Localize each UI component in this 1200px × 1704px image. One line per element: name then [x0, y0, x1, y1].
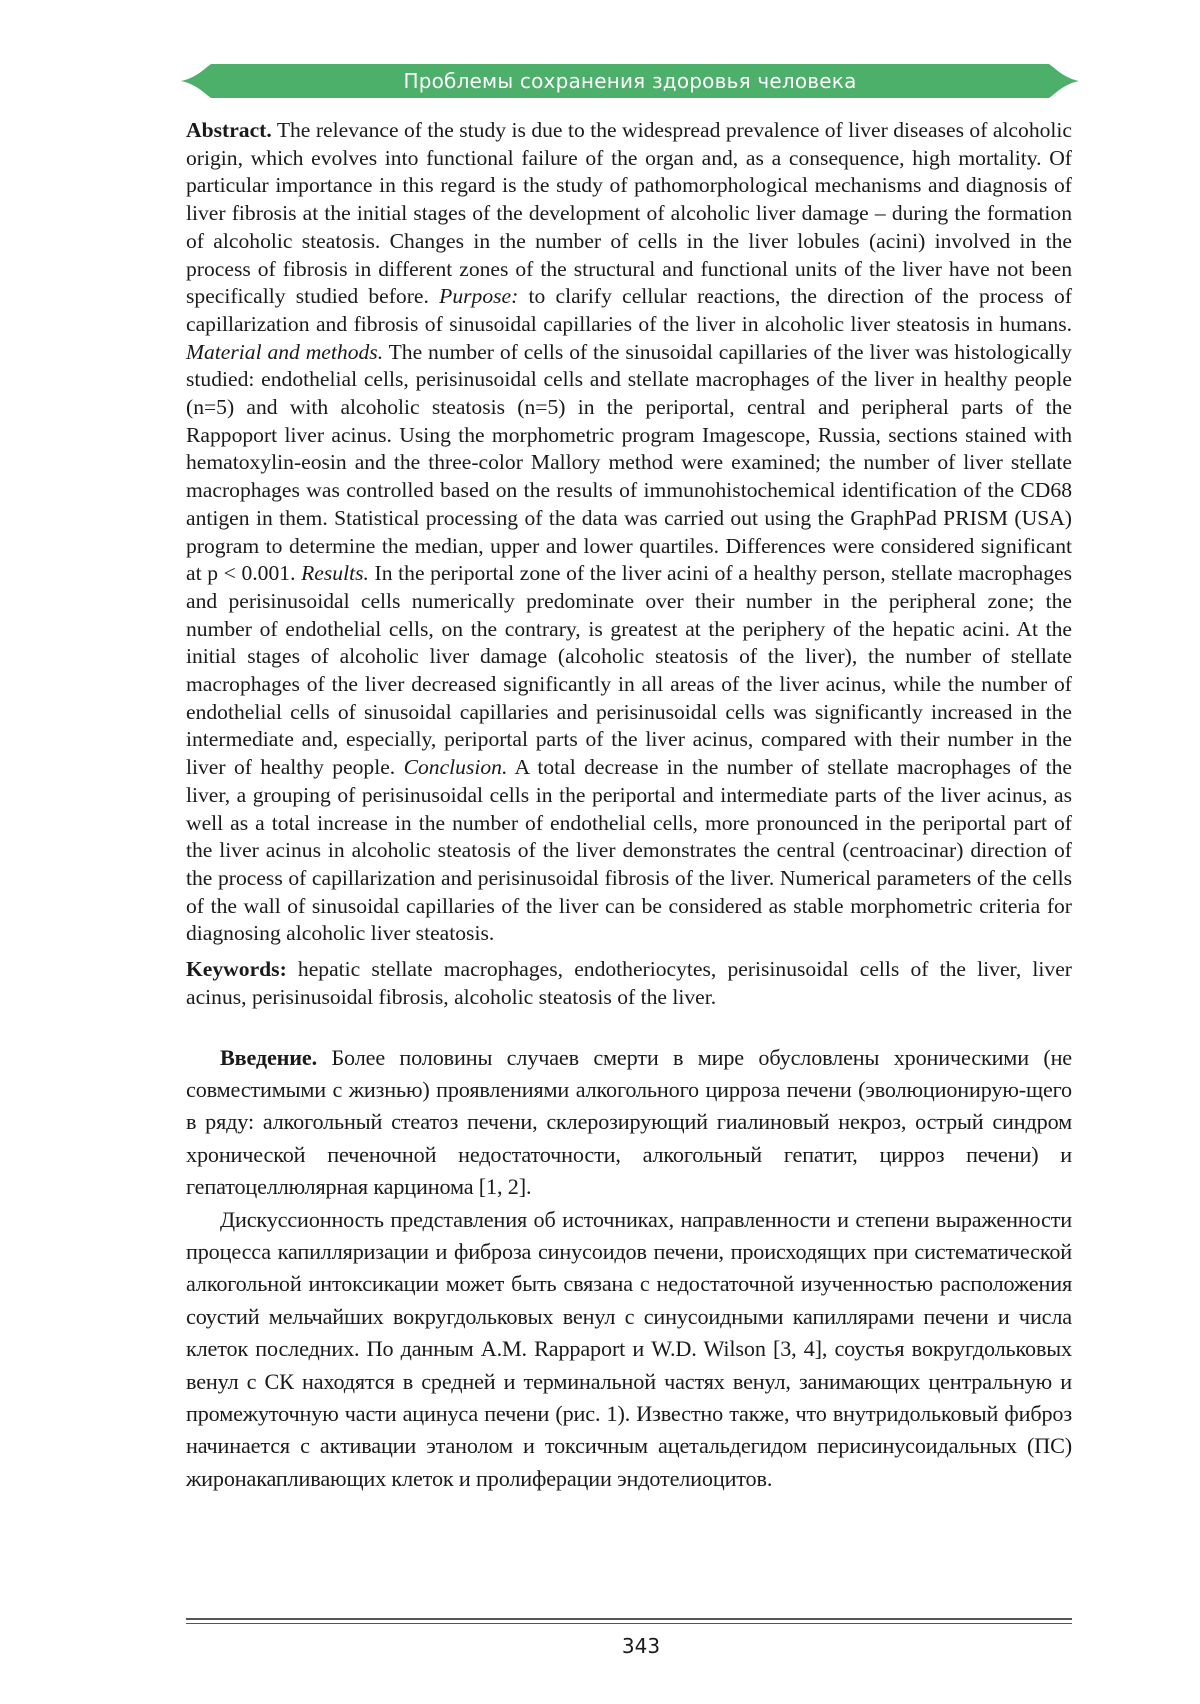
running-header-title: Проблемы сохранения здоровья человека	[403, 69, 857, 93]
abstract-text-2: to clarify cellular reactions, the direction of the process of capillarization and fibrosis of sinusoidal capillaries of the liver in alcoholic liver steatosis in humans.	[186, 284, 1073, 336]
methods-label: Material and methods.	[186, 339, 384, 364]
intro-paragraph-2: Дискуссионность представления об источниках, направленности и степени выраженности процесса капилляризации и фиброза синусоидов печени, происходящих при систематической алкогольной интоксикации может быть связана с недостаточной изученностью расположения соустий мельчайших вокругдольковых венул с синусоидными капиллярами печени и числа клеток последних. По данным A.M. Rappaport и W.D. Wilson [3, 4], соустья вокругдольковых венул с СК находятся в средней и терминальной частях венул, занимающих центральную и промежуточную части ацинуса печени (рис. 1). Известно также, что внутридольковый фиброз начинается с активации этанолом и токсичным ацетальдегидом перисинусоидальных (ПС) жиронакапливающих клеток и пролиферации эндотелиоцитов.	[186, 1206, 1072, 1491]
page-content	[186, 117, 1072, 1495]
abstract-text-4: In the periportal zone of the liver acini of a healthy person, stellate macrophages and perisinusoidal cells numerically predominate over their number in the peripheral zone; the number of endothelial cells, on the contrary, is greatest at the periphery of the hepatic acini. At the initial stages of alcoholic liver damage (alcoholic steatosis of the liver), the number of stellate macrophages of the liver decreased significantly in all areas of the liver acinus, while the number of endothelial cells of sinusoidal capillaries and perisinusoidal cells was significantly increased in the intermediate and, especially, periportal parts of the liver acinus, compared with their number in the liver of healthy people.	[186, 561, 1072, 780]
purpose-label: Purpose:	[439, 284, 519, 309]
results-label: Results.	[301, 561, 369, 586]
abstract-text-5: A total decrease in the number of stellate macrophages of the liver, a grouping of perisinusoidal cells in the periportal and intermediate parts of the liver acinus, as well as a total increase in the number of endothelial cells, more pronounced in the periportal part of the liver acinus in alcoholic steatosis of the liver demonstrates the central (centroacinar) direction of the process of capillarization and perisinusoidal fibrosis of the liver. Numerical parameters of the cells of the wall of sinusoidal capillaries of the liver can be considered as stable morphometric criteria for diagnosing alcoholic liver steatosis.	[186, 755, 1072, 946]
footer-rule-thin	[186, 1623, 1072, 1624]
abstract-paragraph	[186, 117, 1072, 948]
keywords-paragraph	[186, 956, 1072, 1011]
footer-rule-thick	[186, 1618, 1072, 1620]
intro-paragraph-1	[186, 1042, 1072, 1204]
abstract-text-1: The relevance of the study is due to the widespread prevalence of liver diseases of alcoholic origin, which evolves into functional failure of the organ and, as a consequence, high mortality. Of particular importance in this regard is the study of pathomorphological mechanisms and diagnosis of liver fibrosis at the initial stages of the development of alcoholic liver damage – during the formation of alcoholic steatosis. Changes in the number of cells in the liver lobules (acini) involved in the process of fibrosis in different zones of the structural and functional units of the liver have not been specifically studied before.	[186, 118, 1072, 309]
running-header	[181, 62, 1079, 100]
keywords-label: Keywords:	[186, 957, 287, 982]
conclusion-label: Conclusion.	[403, 755, 508, 780]
intro-label: Введение.	[220, 1044, 318, 1070]
abstract-label: Abstract.	[186, 118, 272, 142]
abstract-text-3: The number of cells of the sinusoidal capillaries of the liver was histologically studied: endothelial cells, perisinusoidal cells and stellate macrophages of the liver in healthy people (n=5) and with alcoholic steatosis (n=5) in the periportal, central and peripheral parts of the Rappoport liver acinus. Using the morphometric program Imagescope, Russia, sections stained with hematoxylin-eosin and the three-color Mallory method were examined; the number of liver stellate macrophages was controlled based on the results of immunohistochemical identification of the CD68 antigen in them. Statistical processing of the data was carried out using the GraphPad PRISM (USA) program to determine the median, upper and lower quartiles. Differences were considered significant at p < 0.001.	[186, 339, 1072, 586]
page-number: 343	[621, 1634, 661, 1658]
keywords-text: hepatic stellate macrophages, endotheriocytes, perisinusoidal cells of the liver, liver acinus, perisinusoidal fibrosis, alcoholic steatosis of the liver.	[186, 957, 1072, 1009]
intro-text-1: Более половины случаев смерти в мире обусловлены хроническими (не совместимыми с жизнью) проявлениями алкогольного цирроза печени (эволюционирую-щего в ряду: алкогольный стеатоз печени, склерозирующий гиалиновый некроз, острый синдром хронической печеночной недостаточности, алкогольный гепатит, цирроз печени) и гепатоцеллюлярная карцинома [1, 2].	[186, 1044, 1072, 1200]
